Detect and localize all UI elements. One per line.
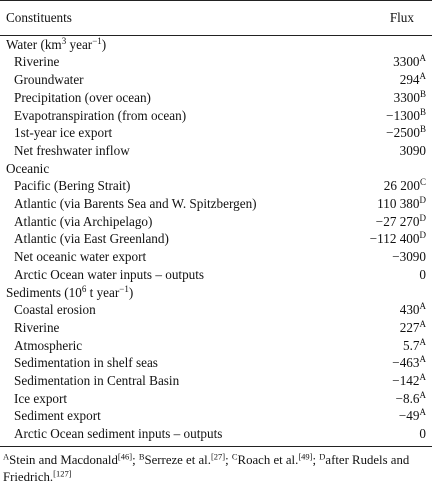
- row-flux-cell: [348, 301, 432, 319]
- section-title: [0, 284, 432, 302]
- row-label: Precipitation (over ocean): [14, 89, 151, 105]
- table-row: [0, 142, 432, 160]
- row-flux-cell: [348, 407, 432, 425]
- table-row: [0, 177, 432, 195]
- flux-value: 227: [399, 319, 420, 335]
- row-flux-cell: [348, 390, 432, 408]
- flux-source-mark: A: [419, 372, 426, 383]
- footnote-separator: ;: [225, 453, 232, 467]
- section-title-superscript: 6: [81, 283, 87, 294]
- row-flux-cell: [348, 337, 432, 355]
- table-row: [0, 266, 432, 284]
- table-row: [0, 354, 432, 372]
- table-row: [0, 124, 432, 142]
- flux-source-mark: A: [419, 53, 426, 64]
- section-title-text: ): [128, 284, 134, 300]
- row-label: Evapotranspiration (from ocean): [14, 107, 187, 123]
- flux-source-mark: D: [419, 212, 426, 223]
- table-row: [0, 390, 432, 408]
- footnote-reference: [27]: [210, 451, 226, 462]
- section-title: [0, 160, 432, 178]
- flux-value: 3090: [399, 142, 426, 158]
- row-label: Riverine: [14, 54, 60, 70]
- flux-source-mark: B: [419, 124, 426, 135]
- footnote-mark: B: [138, 451, 145, 462]
- row-flux-cell: [348, 319, 432, 337]
- section-title-text: Oceanic: [6, 160, 50, 176]
- footnote-mark: D: [319, 451, 326, 462]
- footnote-separator: ;: [132, 453, 139, 467]
- table-row: [0, 301, 432, 319]
- section-header-row: [0, 284, 432, 302]
- row-label: Arctic Ocean water inputs – outputs: [14, 266, 205, 282]
- row-label: Groundwater: [14, 72, 84, 88]
- row-flux-cell: [348, 372, 432, 390]
- row-label: Coastal erosion: [14, 302, 96, 318]
- row-flux-cell: [348, 213, 432, 231]
- footnote-reference: [46]: [117, 451, 133, 462]
- row-label: Atlantic (via East Greenland): [14, 231, 169, 247]
- row-label: Net oceanic water export: [14, 249, 147, 265]
- flux-source-mark: A: [419, 407, 426, 418]
- row-label: Riverine: [14, 319, 60, 335]
- flux-source-mark: A: [419, 319, 426, 330]
- row-label: Ice export: [14, 390, 68, 406]
- row-flux-cell: [348, 354, 432, 372]
- flux-source-mark: A: [419, 71, 426, 82]
- table-body: [0, 35, 432, 446]
- table-row: [0, 337, 432, 355]
- table-row: [0, 407, 432, 425]
- section-title-superscript: −1: [92, 35, 102, 46]
- row-flux-cell: [348, 425, 432, 446]
- table-row: [0, 372, 432, 390]
- header-constituents: Constituents: [0, 1, 348, 36]
- table-row: [0, 425, 432, 446]
- row-label: 1st-year ice export: [14, 125, 113, 141]
- row-label: Sedimentation in shelf seas: [14, 355, 158, 371]
- footnote-text: Serreze et al.: [144, 453, 211, 467]
- flux-source-mark: B: [419, 106, 426, 117]
- footnote-text: after Rudels and Friedrich.: [3, 453, 410, 484]
- footnote-mark: A: [3, 451, 10, 462]
- table-footnotes: [3, 452, 429, 486]
- row-label: Atlantic (via Archipelago): [14, 213, 153, 229]
- flux-value: −1300: [386, 107, 420, 123]
- section-title-text: year: [66, 36, 93, 52]
- flux-source-mark: A: [419, 389, 426, 400]
- footnote-text: Stein and Macdonald: [9, 453, 118, 467]
- flux-source-mark: B: [419, 88, 426, 99]
- section-title: [0, 35, 432, 53]
- flux-value: 3300: [393, 54, 420, 70]
- row-flux-cell: [348, 195, 432, 213]
- row-label: Pacific (Bering Strait): [14, 178, 131, 194]
- table-row: [0, 89, 432, 107]
- flux-value: 3300: [393, 89, 420, 105]
- flux-value: 26 200: [383, 178, 420, 194]
- row-flux-cell: [348, 107, 432, 125]
- row-flux-cell: [348, 177, 432, 195]
- section-title-text: ): [101, 36, 107, 52]
- section-title-text: Water (km: [6, 36, 62, 52]
- table-row: [0, 53, 432, 71]
- section-title-text: Sediments (10: [6, 284, 82, 300]
- table-row: [0, 230, 432, 248]
- section-title-superscript: 3: [61, 35, 67, 46]
- row-label: Sedimentation in Central Basin: [14, 373, 180, 389]
- flux-source-mark: D: [419, 195, 426, 206]
- row-flux-cell: [348, 71, 432, 89]
- flux-value: −3090: [392, 249, 426, 265]
- section-header-row: [0, 35, 432, 53]
- flux-value: −8.6: [395, 390, 420, 406]
- footnote-text: Roach et al.: [237, 453, 299, 467]
- footnote-mark: C: [231, 451, 238, 462]
- flux-value: −463: [392, 355, 420, 371]
- header-row: [0, 1, 432, 36]
- table-row: [0, 319, 432, 337]
- row-flux-cell: [348, 230, 432, 248]
- flux-source-mark: A: [419, 336, 426, 347]
- flux-value: 0: [419, 266, 426, 282]
- flux-value: 5.7: [403, 337, 420, 353]
- row-flux-cell: [348, 142, 432, 160]
- row-label: Sediment export: [14, 408, 101, 424]
- row-label: Arctic Ocean sediment inputs – outputs: [0, 425, 348, 446]
- footnote-reference: [127]: [53, 468, 72, 479]
- row-flux-cell: [348, 124, 432, 142]
- section-title-text: t year: [86, 284, 120, 300]
- flux-value: −2500: [386, 125, 420, 141]
- flux-value: −49: [398, 408, 420, 424]
- table-row: [0, 213, 432, 231]
- flux-value: −142: [392, 373, 420, 389]
- flux-value: 294: [399, 72, 420, 88]
- flux-value: 110 380: [377, 196, 420, 212]
- flux-value: −112 400: [369, 231, 420, 247]
- header-flux: Flux: [348, 1, 432, 36]
- row-label: Atlantic (via Barents Sea and W. Spitzbergen): [14, 196, 257, 212]
- flux-source-mark: C: [419, 177, 426, 188]
- flux-value: 0: [419, 426, 426, 442]
- flux-source-mark: D: [419, 230, 426, 241]
- footnote-separator: ;: [312, 453, 320, 467]
- row-label: Net freshwater inflow: [14, 142, 130, 158]
- row-flux-cell: [348, 53, 432, 71]
- flux-source-mark: A: [419, 354, 426, 365]
- flux-value: 430: [399, 302, 420, 318]
- row-flux-cell: [348, 266, 432, 284]
- table-row: [0, 107, 432, 125]
- flux-value: −27 270: [375, 213, 420, 229]
- row-flux-cell: [348, 248, 432, 266]
- row-flux-cell: [348, 89, 432, 107]
- row-label: Atmospheric: [14, 337, 83, 353]
- table-row: [0, 195, 432, 213]
- section-header-row: [0, 160, 432, 178]
- footnote-reference: [49]: [298, 451, 313, 462]
- table-row: [0, 248, 432, 266]
- section-title-superscript: −1: [119, 283, 129, 294]
- flux-source-mark: A: [419, 301, 426, 312]
- table-row: [0, 71, 432, 89]
